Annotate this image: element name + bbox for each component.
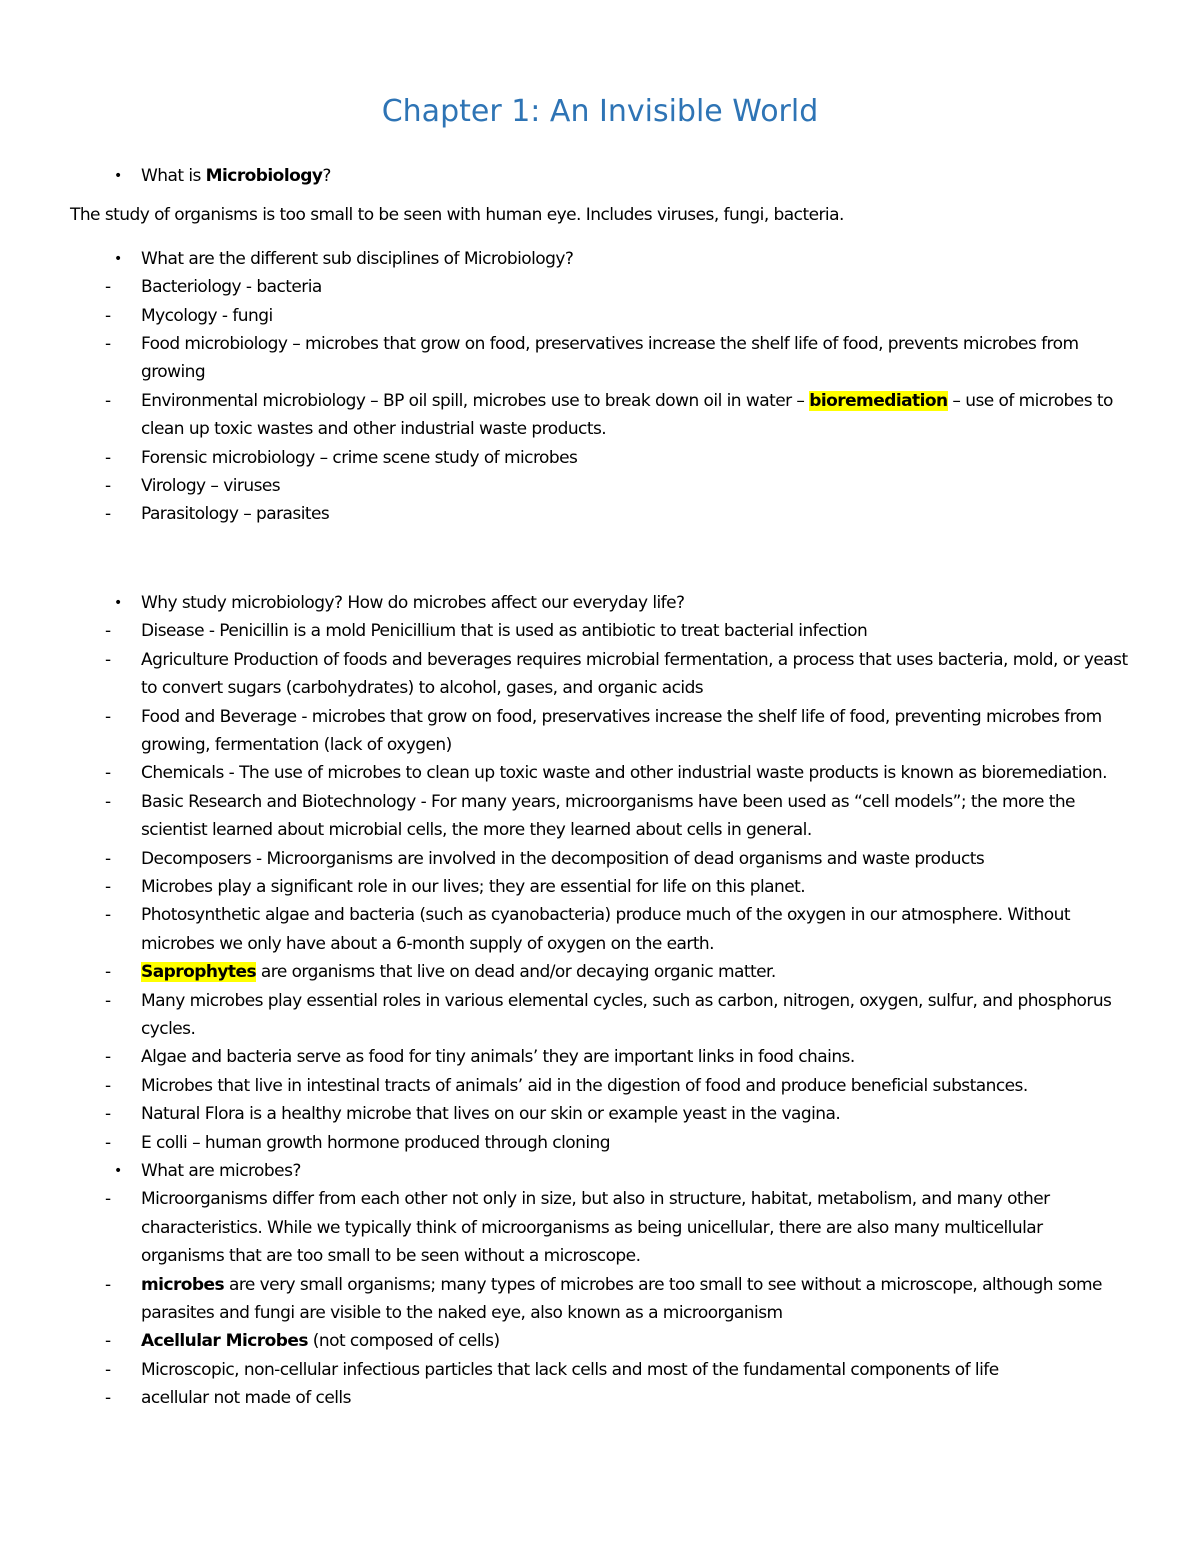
list-item: - E colli – human growth hormone produced through cloning [70, 1129, 1130, 1157]
term-acellular-microbes: Acellular Microbes [141, 1331, 308, 1352]
dash-marker: - [105, 1189, 111, 1210]
question-microbiology: • What is Microbiology? [70, 162, 1130, 190]
list-item: - Natural Flora is a healthy microbe that lives on our skin or example yeast in the vagina. [70, 1100, 1130, 1128]
dash-marker: - [105, 476, 111, 497]
list-item: - Basic Research and Biotechnology - For many years, microorganisms have been used as “cell models”; the more the scientist learned about microbial cells, the more they learned about cells in general. [70, 788, 1130, 845]
dash-marker: - [105, 1359, 111, 1380]
dash-marker: - [105, 1047, 111, 1068]
dash-marker: - [105, 1388, 111, 1409]
dash-marker: - [105, 504, 111, 525]
bullet-marker: • [114, 1163, 122, 1179]
list-item: - Algae and bacteria serve as food for tiny animals’ they are important links in food chains. [70, 1043, 1130, 1071]
list-item: - Food and Beverage - microbes that grow on food, preservatives increase the shelf life of food, preventing microbes from growing, fermentation (lack of oxygen) [70, 703, 1130, 760]
list-item: - Forensic microbiology – crime scene study of microbes [70, 444, 1130, 472]
list-item: - Agriculture Production of foods and beverages requires microbial fermentation, a process that uses bacteria, mold, or yeast to convert sugars (carbohydrates) to alcohol, gases, and organic acids [70, 646, 1130, 703]
list-item: - microbes are very small organisms; many types of microbes are too small to see without a microscope, although some parasites and fungi are visible to the naked eye, also known as a microorganism [70, 1271, 1130, 1328]
question-why-study: • Why study microbiology? How do microbes affect our everyday life? [70, 589, 1130, 617]
dash-marker: - [105, 763, 111, 784]
dash-marker: - [105, 876, 111, 897]
list-item: - Mycology - fungi [70, 302, 1130, 330]
dash-marker: - [105, 621, 111, 642]
highlight-bioremediation: bioremediation [809, 390, 948, 411]
highlight-saprophytes: Saprophytes [141, 962, 257, 983]
list-item: - Microbes that live in intestinal tracts of animals’ aid in the digestion of food and produce beneficial substances. [70, 1072, 1130, 1100]
term-microbiology: Microbiology [205, 166, 323, 186]
bullet-marker: • [114, 594, 122, 611]
term-microbes: microbes [141, 1274, 225, 1295]
dash-marker: - [105, 1274, 111, 1295]
dash-marker: - [105, 1075, 111, 1096]
question-subdisciplines: • What are the different sub disciplines of Microbiology? [70, 245, 1130, 273]
dash-marker: - [105, 905, 111, 926]
list-item: - Microbes play a significant role in our lives; they are essential for life on this planet. [70, 873, 1130, 901]
dash-marker: - [105, 990, 111, 1011]
question-what-are-microbes: • What are microbes? [70, 1157, 1130, 1185]
list-item: - Microorganisms differ from each other not only in size, but also in structure, habitat, metabolism, and many other characteristics. While we typically think of microorganisms as being unicellular, there are also many multicellular organisms that are too small to be seen without a microscope. [70, 1185, 1130, 1270]
list-item: - acellular not made of cells [70, 1384, 1130, 1412]
list-item: - Photosynthetic algae and bacteria (such as cyanobacteria) produce much of the oxygen in our atmosphere. Without microbes we only have about a 6-month supply of oxygen on the earth. [70, 901, 1130, 958]
dash-marker: - [105, 1104, 111, 1125]
dash-marker: - [105, 962, 111, 983]
dash-marker: - [105, 334, 111, 355]
dash-marker: - [105, 390, 111, 411]
dash-marker: - [105, 277, 111, 298]
list-item: - Saprophytes are organisms that live on dead and/or decaying organic matter. [70, 958, 1130, 986]
page-title: Chapter 1: An Invisible World [381, 94, 819, 129]
list-item: - Chemicals - The use of microbes to clean up toxic waste and other industrial waste products is known as bioremediation. [70, 759, 1130, 787]
list-item: - Environmental microbiology – BP oil spill, microbes use to break down oil in water – bioremediation – use of microbes to clean up toxic wastes and other industrial waste products. [70, 387, 1130, 444]
definition-paragraph: The study of organisms is too small to be seen with human eye. Includes viruses, fungi, bacteria. [70, 205, 844, 226]
list-item: - Disease - Penicillin is a mold Penicillium that is used as antibiotic to treat bacterial infection [70, 617, 1130, 645]
dash-marker: - [105, 305, 111, 326]
list-item: - Food microbiology – microbes that grow on food, preservatives increase the shelf life of food, prevents microbes from growing [70, 330, 1130, 387]
list-item: - Decomposers - Microorganisms are involved in the decomposition of dead organisms and waste products [70, 845, 1130, 873]
list-item: - Bacteriology - bacteria [70, 273, 1130, 301]
dash-marker: - [105, 706, 111, 727]
list-item: - Acellular Microbes (not composed of cells) [70, 1327, 1130, 1355]
bullet-marker: • [114, 168, 122, 184]
list-item: - Microscopic, non-cellular infectious particles that lack cells and most of the fundamental components of life [70, 1356, 1130, 1384]
spacer [70, 529, 1130, 589]
dash-marker: - [105, 1331, 111, 1352]
list-item: - Virology – viruses [70, 472, 1130, 500]
dash-marker: - [105, 447, 111, 468]
dash-marker: - [105, 1132, 111, 1153]
bullet-marker: • [114, 250, 122, 267]
dash-marker: - [105, 649, 111, 670]
dash-marker: - [105, 848, 111, 869]
list-item: - Many microbes play essential roles in various elemental cycles, such as carbon, nitrogen, oxygen, sulfur, and phosphorus cycles. [70, 987, 1130, 1044]
dash-marker: - [105, 791, 111, 812]
list-item: - Parasitology – parasites [70, 500, 1130, 528]
